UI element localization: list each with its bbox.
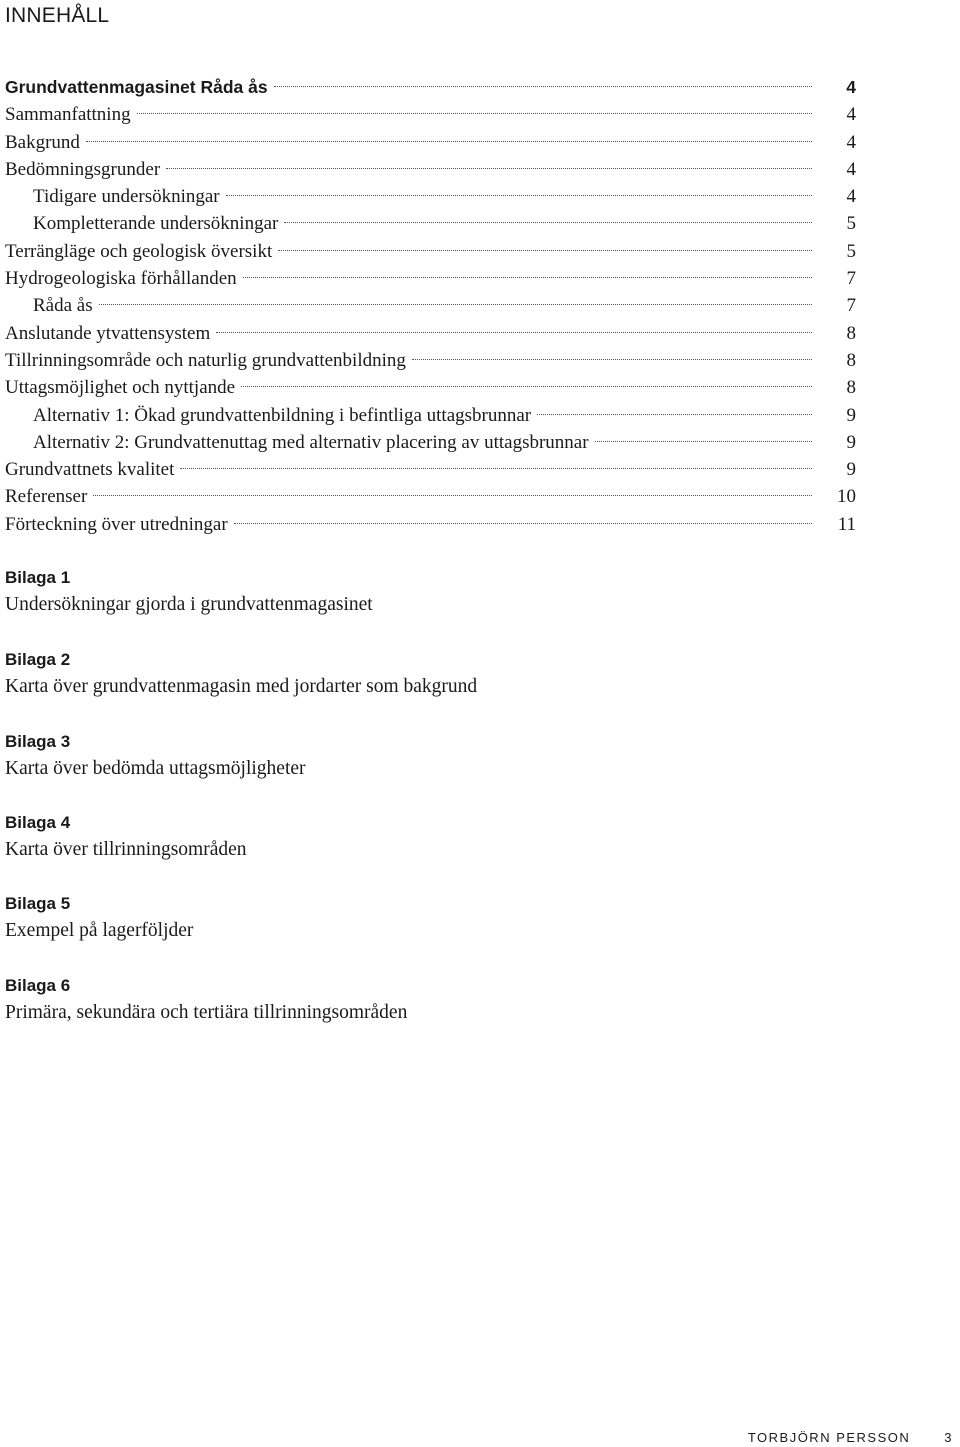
toc-dot-leader (180, 468, 812, 469)
appendix-label: Bilaga 6 (5, 976, 71, 995)
toc-entry[interactable] (5, 456, 856, 483)
toc-entry-title: Anslutande ytvattensystem (5, 322, 211, 344)
toc-entry-page: 8 (846, 377, 856, 399)
toc-dot-leader (86, 141, 812, 142)
toc-entry-title: Alternativ 1: Ökad grundvattenbildning i befintliga uttagsbrunnar (33, 404, 532, 426)
toc-entry-page: 7 (846, 295, 856, 317)
appendix-label: Bilaga 1 (5, 568, 71, 587)
toc-entry-title: Uttagsmöjlighet och nyttjande (5, 377, 236, 399)
appendix-description: Karta över grundvattenmagasin med jordarter som bakgrund (5, 676, 478, 697)
appendix-label: Bilaga 4 (5, 813, 71, 832)
appendix-label: Bilaga 5 (5, 894, 71, 913)
toc-entry-page: 10 (837, 486, 856, 508)
toc-entry[interactable] (5, 183, 856, 210)
toc-dot-leader (234, 523, 812, 524)
appendix-description: Karta över bedömda uttagsmöjligheter (5, 758, 306, 779)
toc-dot-leader (241, 386, 812, 387)
appendix-entry (5, 973, 407, 1027)
toc-entry-title: Kompletterande undersökningar (33, 213, 279, 235)
appendix-entry (5, 565, 373, 619)
appendix-description: Primära, sekundära och tertiära tillrinningsområden (5, 1002, 408, 1023)
toc-entry-page: 8 (846, 322, 856, 344)
toc-entry-title: Grundvattnets kvalitet (5, 459, 175, 481)
appendix-label: Bilaga 3 (5, 732, 71, 751)
toc-entry[interactable] (5, 374, 856, 401)
toc-entry-page: 4 (846, 104, 856, 126)
toc-entry-page: 9 (846, 431, 856, 453)
toc-entry-page: 9 (846, 459, 856, 481)
toc-entry-page: 4 (846, 158, 856, 180)
toc-entry-title: Tillrinningsområde och naturlig grundvattenbildning (5, 349, 406, 371)
toc-dot-leader (166, 168, 812, 169)
toc-entry[interactable] (5, 265, 856, 292)
toc-dot-leader (595, 441, 812, 442)
toc-entry-title: Råda ås (33, 295, 93, 317)
toc-entry-page: 5 (846, 240, 856, 262)
toc-dot-leader (93, 495, 812, 496)
toc-dot-leader (284, 222, 812, 223)
toc-entry-title: Bakgrund (5, 131, 80, 153)
toc-entry[interactable] (5, 292, 856, 319)
page-footer (748, 1430, 953, 1445)
toc-entry[interactable] (5, 347, 856, 374)
toc-entry[interactable] (5, 429, 856, 456)
toc-entry-page: 8 (846, 349, 856, 371)
footer-author: TORBJÖRN PERSSON (747, 1430, 911, 1445)
toc-entry-title: Referenser (5, 486, 88, 508)
appendix-entry (5, 647, 477, 701)
appendix-entry (5, 810, 247, 864)
toc-entry-page: 4 (846, 77, 856, 97)
appendix-description: Exempel på lagerföljder (5, 920, 194, 941)
toc-dot-leader (537, 414, 812, 415)
toc-dot-leader (274, 86, 812, 87)
toc-entry-title: Sammanfattning (5, 104, 131, 126)
toc-entry[interactable] (5, 483, 856, 510)
toc-dot-leader (226, 195, 812, 196)
toc-entry[interactable] (5, 129, 856, 156)
page-title: INNEHÅLL (5, 4, 110, 27)
toc-entry-title: Grundvattenmagasinet Råda ås (5, 77, 268, 97)
toc-entry[interactable] (5, 511, 856, 538)
toc-dot-leader (137, 113, 812, 114)
toc-dot-leader (412, 359, 812, 360)
toc-entry[interactable] (5, 74, 856, 101)
toc-entry[interactable] (5, 402, 856, 429)
toc-entry-page: 9 (846, 404, 856, 426)
appendix-entry (5, 891, 193, 945)
toc-entry-page: 4 (846, 131, 856, 153)
toc-dot-leader (99, 304, 812, 305)
appendix-description: Karta över tillrinningsområden (5, 839, 247, 860)
toc-entry-title: Hydrogeologiska förhållanden (5, 268, 237, 290)
toc-entry-title: Bedömningsgrunder (5, 158, 161, 180)
toc-entry-title: Alternativ 2: Grundvattenuttag med alternativ placering av uttagsbrunnar (33, 431, 589, 453)
table-of-contents (5, 74, 856, 538)
toc-dot-leader (216, 332, 812, 333)
appendix-description: Undersökningar gjorda i grundvattenmagasinet (5, 594, 373, 615)
toc-entry-page: 4 (846, 186, 856, 208)
toc-entry[interactable] (5, 210, 856, 237)
toc-entry[interactable] (5, 320, 856, 347)
footer-page-number: 3 (944, 1430, 953, 1445)
toc-entry[interactable] (5, 238, 856, 265)
toc-entry[interactable] (5, 101, 856, 128)
appendix-label: Bilaga 2 (5, 650, 71, 669)
toc-dot-leader (278, 250, 812, 251)
toc-dot-leader (243, 277, 812, 278)
toc-entry-page: 7 (846, 268, 856, 290)
toc-entry-title: Terrängläge och geologisk översikt (5, 240, 273, 262)
toc-entry-page: 11 (837, 513, 856, 535)
toc-entry[interactable] (5, 156, 856, 183)
toc-entry-title: Förteckning över utredningar (5, 513, 228, 535)
toc-entry-title: Tidigare undersökningar (33, 186, 220, 208)
appendix-entry (5, 729, 306, 783)
toc-entry-page: 5 (846, 213, 856, 235)
